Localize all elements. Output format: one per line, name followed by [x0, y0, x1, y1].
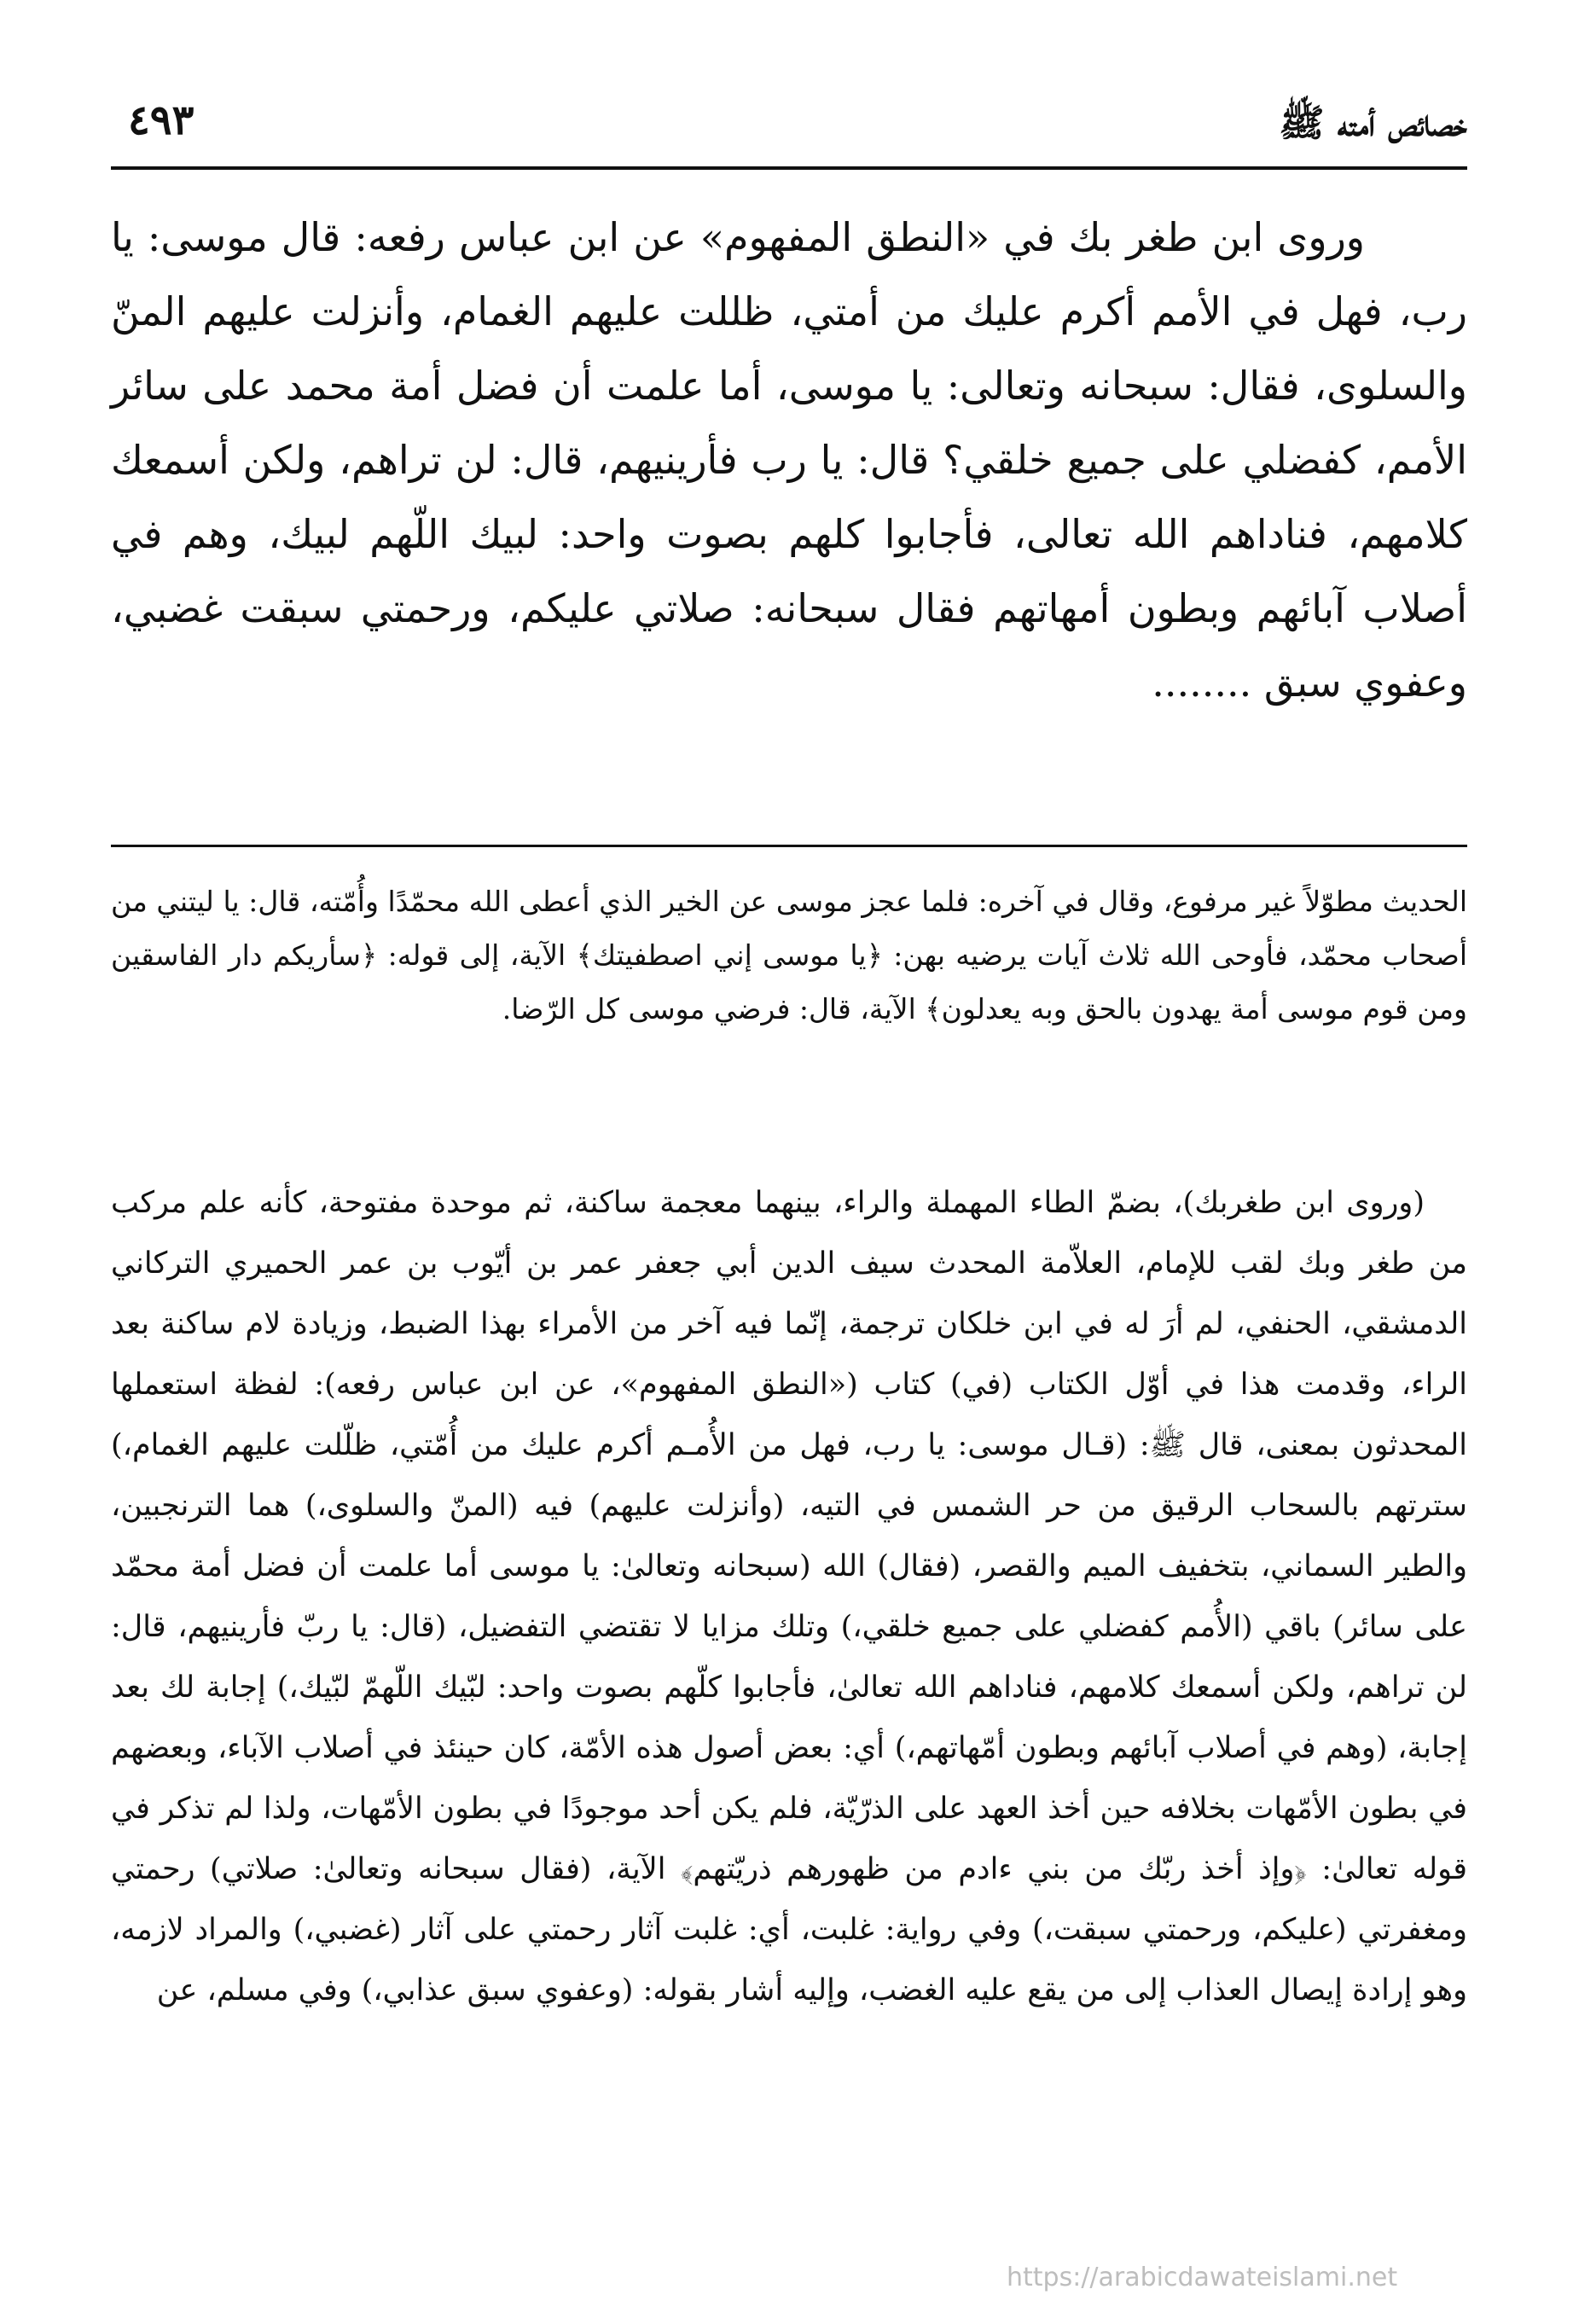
running-title: خصائص أمته ﷺ	[1279, 102, 1467, 145]
page-number: ٤٩٣	[128, 96, 194, 144]
footnote	[111, 874, 1467, 1036]
main-text-paragraph: وروى ابن طغر بك في «النطق المفهوم» عن ابن عباس رفعه: قال موسى: يا رب، فهل في الأمم أكرم عليك من أمتي، ظللت عليهم الغمام، وأنزلت عليهم المنّ والسلوى، فقال: سبحانه وتعالى: يا موسى، أما علمت أن فضل أمة محمد على سائر الأمم، كفضلي على جميع خلقي؟ قال: يا رب فأرينيهم، قال: لن تراهم، ولكن أسمعك كلامهم، فناداهم الله تعالى، فأجابوا كلهم بصوت واحد: لبيك اللّهم لبيك، وهم في أصلاب آبائهم وبطون أمهاتهم فقال سبحانه: صلاتي عليكم، ورحمتي سبقت غضبي، وعفوي سبق ........	[111, 214, 1467, 706]
footnote-paragraph: الحديث مطوّلاً غير مرفوع، وقال في آخره: فلما عجز موسى عن الخير الذي أعطى الله محمّدًا وأُمّته، قال: يا ليتني من أصحاب محمّد، فأوحى الله ثلاث آيات يرضيه بهن: ﴿يا موسى إني اصطفيتك﴾ الآية، إلى قوله: ﴿سأريكم دار الفاسقين ومن قوم موسى أمة يهدون بالحق وبه يعدلون﴾ الآية، قال: فرضي موسى كل الرّضا.	[111, 885, 1467, 1025]
commentary-paragraph: (وروى ابن طغربك)، بضمّ الطاء المهملة والراء، بينهما معجمة ساكنة، ثم موحدة مفتوحة، كأنه علم مركب من طغر وبك لقب للإمام، العلاّمة المحدث سيف الدين أبي جعفر عمر بن أيّوب بن عمر الحميري التركاني الدمشقي، الحنفي، لم أرَ له في ابن خلكان ترجمة، إنّما فيه آخر من الأمراء بهذا الضبط، وزيادة لام ساكنة بعد الراء، وقدمت هذا في أوّل الكتاب (في) كتاب («النطق المفهوم»، عن ابن عباس رفعه): لفظة استعملها المحدثون بمعنى، قال ﷺ: (قـال موسى: يا رب، فهل من الأُمـم أكرم عليك من أُمّتي، ظلّلت عليهم الغمام،) سترتهم بالسحاب الرقيق من حر الشمس في التيه، (وأنزلت عليهم) فيه (المنّ والسلوى،) هما الترنجبين، والطير السماني، بتخفيف الميم والقصر، (فقال) الله (سبحانه وتعالىٰ: يا موسى أما علمت أن فضل أمة محمّد على سائر) باقي (الأُمم كفضلي على جميع خلقي،) وتلك مزايا لا تقتضي التفضيل، (قال: يا ربّ فأرينيهم، قال: لن تراهم، ولكن أسمعك كلامهم، فناداهم الله تعالىٰ، فأجابوا كلّهم بصوت واحد: لبّيك اللّهمّ لبّيك،) إجابة لك بعد إجابة، (وهم في أصلاب آبائهم وبطون أمّهاتهم،) أي: بعض أصول هذه الأمّة، كان حينئذ في أصلاب الآباء، وبعضهم في بطون الأمّهات بخلافه حين أخذ العهد على الذرّيّة، فلم يكن أحد موجودًا في بطون الأمّهات، ولذا لم تذكر في قوله تعالىٰ: ﴿وإذ أخذ ربّك من بني ءادم من ظهورهم ذريّتهم﴾ الآية، (فقال سبحانه وتعالىٰ: صلاتي) رحمتي ومغفرتي (عليكم، ورحمتي سبقت،) وفي رواية: غلبت، أي: غلبت آثار رحمتي على آثار (غضبي،) والمراد لازمه، وهو إرادة إيصال العذاب إلى من يقع عليه الغضب، وإليه أشار بقوله: (وعفوي سبق عذابي،) وفي مسلم، عن	[111, 1186, 1467, 2007]
page-header	[111, 90, 1467, 170]
book-page	[111, 90, 1467, 2274]
commentary	[111, 1173, 1467, 2021]
watermark-url: https://arabicdawateislami.net	[1007, 2263, 1398, 2292]
main-text	[111, 200, 1467, 720]
footnote-divider	[111, 845, 1467, 847]
